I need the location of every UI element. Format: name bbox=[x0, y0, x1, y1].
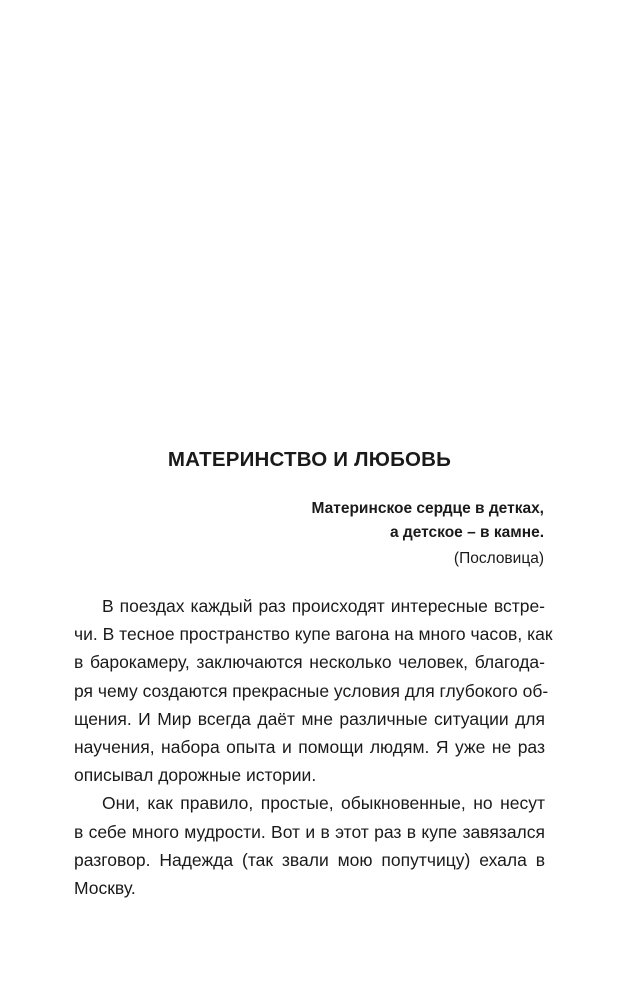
text-line: щения. И Мир всегда даёт мне различные ситуации для bbox=[74, 708, 545, 729]
text-line: В поездах каждый раз происходят интересные встре- bbox=[102, 596, 545, 616]
text-line: Они, как правило, простые, обыкновенные, но несут bbox=[102, 793, 545, 814]
paragraph bbox=[74, 789, 545, 902]
text-line: описывал дорожные истории. bbox=[74, 765, 317, 786]
epigraph-source: (Пословица) bbox=[453, 550, 544, 567]
epigraph-line: а детское – в камне. bbox=[389, 524, 544, 541]
epigraph bbox=[240, 497, 544, 571]
text-line: ря чему создаются прекрасные условия для глубокого об- bbox=[74, 680, 549, 701]
text-line: в себе много мудрости. Вот и в этот раз в купе завязался bbox=[74, 821, 545, 842]
text-line: Москву. bbox=[74, 877, 136, 898]
text-line: чи. В тесное пространство купе вагона на много часов, как bbox=[74, 624, 553, 645]
text-line: в барокамеру, заключаются несколько человек, благода- bbox=[74, 652, 545, 673]
body-text bbox=[74, 592, 553, 902]
paragraph bbox=[74, 592, 553, 789]
chapter-title: МАТЕРИНСТВО И ЛЮБОВЬ bbox=[167, 448, 452, 471]
text-line: разговор. Надежда (так звали мою попутчицу) ехала в bbox=[74, 849, 545, 870]
epigraph-line: Материнское сердце в детках, bbox=[311, 500, 544, 517]
text-line: научения, набора опыта и помощи людям. Я уже не раз bbox=[74, 736, 545, 757]
